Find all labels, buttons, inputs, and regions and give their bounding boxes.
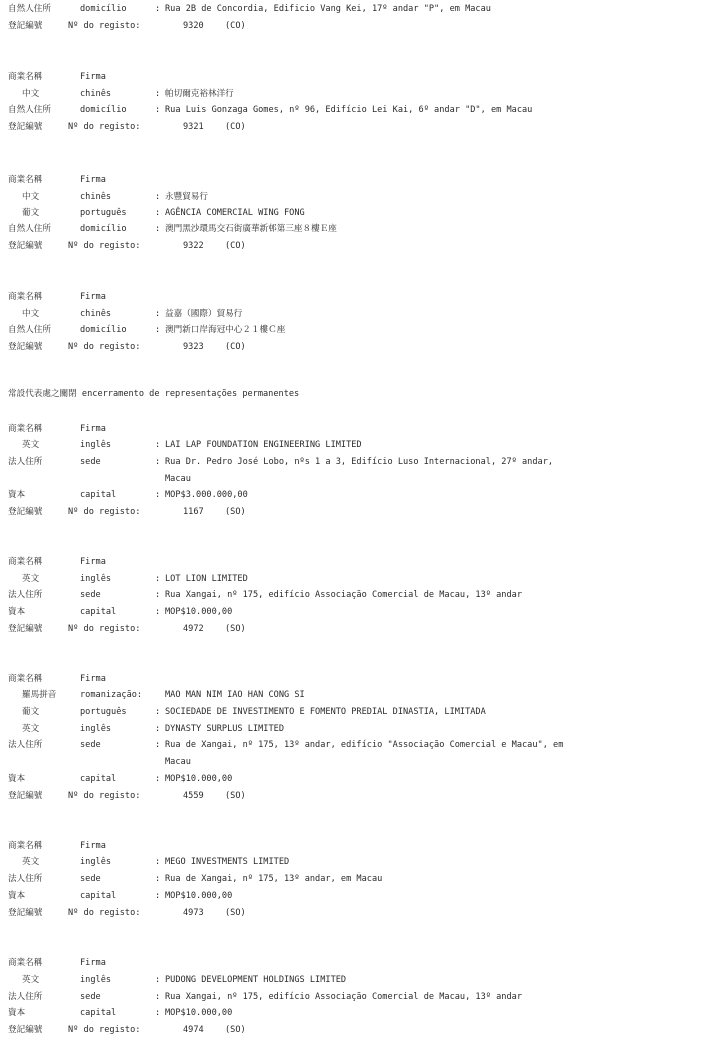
chines-label-zh: 中文: [22, 89, 40, 99]
capital-label-pt: capital: [80, 490, 117, 500]
registo-label-zh: 登記編號: [8, 791, 43, 801]
registo-code: (SO): [225, 908, 246, 918]
portugues-label-pt: português: [80, 208, 127, 218]
separator: :: [155, 4, 161, 14]
registo-number: 4974: [183, 1025, 204, 1035]
romanizacao-value: MAO MAN NIM IAO HAN CONG SI: [165, 690, 305, 700]
capital-label-pt: capital: [80, 1008, 117, 1018]
firma-label-pt: Firma: [80, 841, 106, 851]
chines-value: 永豐貿易行: [165, 192, 208, 202]
section-heading: 常設代表處之關閉 encerramento de representações permanentes: [8, 389, 300, 399]
registo-code: (CO): [225, 122, 246, 132]
capital-label-zh: 資本: [8, 774, 26, 784]
sede-label-pt: sede: [80, 590, 101, 600]
registo-code: (SO): [225, 1025, 246, 1035]
registo-number: 9320: [183, 21, 204, 31]
firma-label-pt: Firma: [80, 958, 106, 968]
sede-value-continued: Macau: [165, 757, 191, 767]
capital-value: MOP$10.000,00: [165, 774, 233, 784]
sede-label-pt: sede: [80, 457, 101, 467]
sede-value: Rua Xangai, nº 175, edifício Associação Comercial de Macau, 13º andar: [165, 992, 522, 1002]
registo-label-pt: Nº do registo:: [68, 21, 141, 31]
registo-label-zh: 登記編號: [8, 342, 43, 352]
domicilio-value: Rua Luis Gonzaga Gomes, nº 96, Edifício Lei Kai, 6º andar "D", em Macau: [165, 105, 533, 115]
sede-label-pt: sede: [80, 740, 101, 750]
separator: :: [155, 309, 161, 319]
firma-label-zh: 商業名稱: [8, 175, 43, 185]
portugues-value: AGÊNCIA COMERCIAL WING FONG: [165, 208, 305, 218]
domicilio-label-zh: 自然人住所: [8, 325, 51, 335]
portugues-label-zh: 葡文: [22, 707, 40, 717]
separator: :: [155, 490, 161, 500]
firma-label-pt: Firma: [80, 674, 106, 684]
chines-label-zh: 中文: [22, 309, 40, 319]
separator: :: [155, 1008, 161, 1018]
separator: :: [155, 607, 161, 617]
registo-label-zh: 登記編號: [8, 21, 43, 31]
separator: :: [155, 574, 161, 584]
registo-label-zh: 登記編號: [8, 624, 43, 634]
ingles-label-pt: inglês: [80, 857, 112, 867]
firma-label-pt: Firma: [80, 292, 106, 302]
domicilio-label-zh: 自然人住所: [8, 4, 51, 14]
portugues-value: SOCIEDADE DE INVESTIMENTO E FOMENTO PREDIAL DINASTIA, LIMITADA: [165, 707, 486, 717]
chines-label-zh: 中文: [22, 192, 40, 202]
registo-code: (SO): [225, 791, 246, 801]
ingles-label-zh: 英文: [22, 857, 40, 867]
separator: :: [155, 740, 161, 750]
registo-label-pt: Nº do registo:: [68, 507, 141, 517]
registo-code: (CO): [225, 241, 246, 251]
chines-value: 帕切爾克裕林洋行: [165, 89, 234, 99]
registo-code: (SO): [225, 624, 246, 634]
sede-label-pt: sede: [80, 992, 101, 1002]
separator: :: [155, 707, 161, 717]
separator: :: [155, 224, 161, 234]
ingles-label-zh: 英文: [22, 440, 40, 450]
registo-label-pt: Nº do registo:: [68, 624, 141, 634]
sede-label-zh: 法人住所: [8, 457, 43, 467]
registo-code: (SO): [225, 507, 246, 517]
registo-label-zh: 登記編號: [8, 1025, 43, 1035]
registo-number: 9321: [183, 122, 204, 132]
separator: :: [155, 89, 161, 99]
capital-value: MOP$10.000,00: [165, 607, 233, 617]
firma-label-zh: 商業名稱: [8, 424, 43, 434]
sede-label-zh: 法人住所: [8, 992, 43, 1002]
capital-label-zh: 資本: [8, 891, 26, 901]
ingles-value: DYNASTY SURPLUS LIMITED: [165, 724, 284, 734]
sede-label-zh: 法人住所: [8, 740, 43, 750]
ingles-value: MEGO INVESTMENTS LIMITED: [165, 857, 290, 867]
registo-label-pt: Nº do registo:: [68, 241, 141, 251]
ingles-label-zh: 英文: [22, 975, 40, 985]
firma-label-zh: 商業名稱: [8, 72, 43, 82]
capital-label-pt: capital: [80, 774, 117, 784]
capital-label-zh: 資本: [8, 607, 26, 617]
portugues-label-pt: português: [80, 707, 127, 717]
capital-value: MOP$3.000.000,00: [165, 490, 248, 500]
registo-label-zh: 登記編號: [8, 122, 43, 132]
registo-label-pt: Nº do registo:: [68, 122, 141, 132]
separator: :: [155, 891, 161, 901]
separator: :: [155, 590, 161, 600]
domicilio-value: 澳門新口岸海冠中心２１樓Ｃ座: [165, 325, 286, 335]
ingles-value: LOT LION LIMITED: [165, 574, 248, 584]
firma-label-zh: 商業名稱: [8, 557, 43, 567]
firma-label-zh: 商業名稱: [8, 674, 43, 684]
firma-label-pt: Firma: [80, 175, 106, 185]
capital-label-pt: capital: [80, 891, 117, 901]
separator: :: [155, 874, 161, 884]
ingles-label-zh: 英文: [22, 724, 40, 734]
domicilio-label-pt: domicílio: [80, 224, 127, 234]
capital-label-zh: 資本: [8, 490, 26, 500]
firma-label-zh: 商業名稱: [8, 841, 43, 851]
sede-value: Rua de Xangai, nº 175, 13º andar, em Macau: [165, 874, 383, 884]
sede-label-pt: sede: [80, 874, 101, 884]
portugues-label-zh: 葡文: [22, 208, 40, 218]
capital-label-zh: 資本: [8, 1008, 26, 1018]
separator: :: [155, 105, 161, 115]
registo-label-pt: Nº do registo:: [68, 791, 141, 801]
ingles-label-pt: inglês: [80, 724, 112, 734]
registo-number: 4973: [183, 908, 204, 918]
domicilio-label-pt: domicílio: [80, 4, 127, 14]
separator: :: [155, 440, 161, 450]
ingles-label-pt: inglês: [80, 574, 112, 584]
ingles-value: LAI LAP FOUNDATION ENGINEERING LIMITED: [165, 440, 362, 450]
registo-number: 1167: [183, 507, 204, 517]
separator: :: [155, 325, 161, 335]
registo-label-pt: Nº do registo:: [68, 1025, 141, 1035]
ingles-label-pt: inglês: [80, 440, 112, 450]
registo-number: 9323: [183, 342, 204, 352]
romanizacao-label-zh: 羅馬拼音: [22, 690, 57, 700]
registo-label-pt: Nº do registo:: [68, 342, 141, 352]
sede-label-zh: 法人住所: [8, 590, 43, 600]
registo-code: (CO): [225, 342, 246, 352]
separator: :: [155, 724, 161, 734]
registo-label-pt: Nº do registo:: [68, 908, 141, 918]
registo-code: (CO): [225, 21, 246, 31]
firma-label-pt: Firma: [80, 72, 106, 82]
sede-value-continued: Macau: [165, 474, 191, 484]
separator: :: [155, 857, 161, 867]
capital-label-pt: capital: [80, 607, 117, 617]
separator: :: [155, 975, 161, 985]
firma-label-zh: 商業名稱: [8, 958, 43, 968]
romanizacao-label-pt: romanização:: [80, 690, 143, 700]
separator: :: [155, 208, 161, 218]
separator: :: [155, 992, 161, 1002]
chines-label-pt: chinês: [80, 309, 112, 319]
domicilio-value: Rua 2B de Concordia, Edificio Vang Kei, 17º andar "P", em Macau: [165, 4, 491, 14]
domicilio-label-zh: 自然人住所: [8, 224, 51, 234]
ingles-label-zh: 英文: [22, 574, 40, 584]
domicilio-label-zh: 自然人住所: [8, 105, 51, 115]
capital-value: MOP$10.000,00: [165, 891, 233, 901]
registo-label-zh: 登記編號: [8, 241, 43, 251]
sede-value: Rua Xangai, nº 175, edifício Associação Comercial de Macau, 13º andar: [165, 590, 522, 600]
sede-label-zh: 法人住所: [8, 874, 43, 884]
sede-value: Rua de Xangai, nº 175, 13º andar, edifício "Associação Comercial e Macau", em: [165, 740, 564, 750]
chines-value: 益嘉（國際）貿易行: [165, 309, 243, 319]
ingles-value: PUDONG DEVELOPMENT HOLDINGS LIMITED: [165, 975, 347, 985]
registo-number: 9322: [183, 241, 204, 251]
registo-number: 4972: [183, 624, 204, 634]
ingles-label-pt: inglês: [80, 975, 112, 985]
separator: :: [155, 192, 161, 202]
domicilio-label-pt: domicílio: [80, 325, 127, 335]
firma-label-pt: Firma: [80, 424, 106, 434]
registo-label-zh: 登記編號: [8, 507, 43, 517]
sede-value: Rua Dr. Pedro José Lobo, nºs 1 a 3, Edifício Luso Internacional, 27º andar,: [165, 457, 554, 467]
firma-label-pt: Firma: [80, 557, 106, 567]
capital-value: MOP$10.000,00: [165, 1008, 233, 1018]
chines-label-pt: chinês: [80, 89, 112, 99]
separator: :: [155, 774, 161, 784]
firma-label-zh: 商業名稱: [8, 292, 43, 302]
registo-label-zh: 登記編號: [8, 908, 43, 918]
domicilio-value: 澳門黑沙環馬交石街廣華新邨第三座８樓Ｅ座: [165, 224, 337, 234]
domicilio-label-pt: domicílio: [80, 105, 127, 115]
chines-label-pt: chinês: [80, 192, 112, 202]
registo-number: 4559: [183, 791, 204, 801]
separator: :: [155, 457, 161, 467]
